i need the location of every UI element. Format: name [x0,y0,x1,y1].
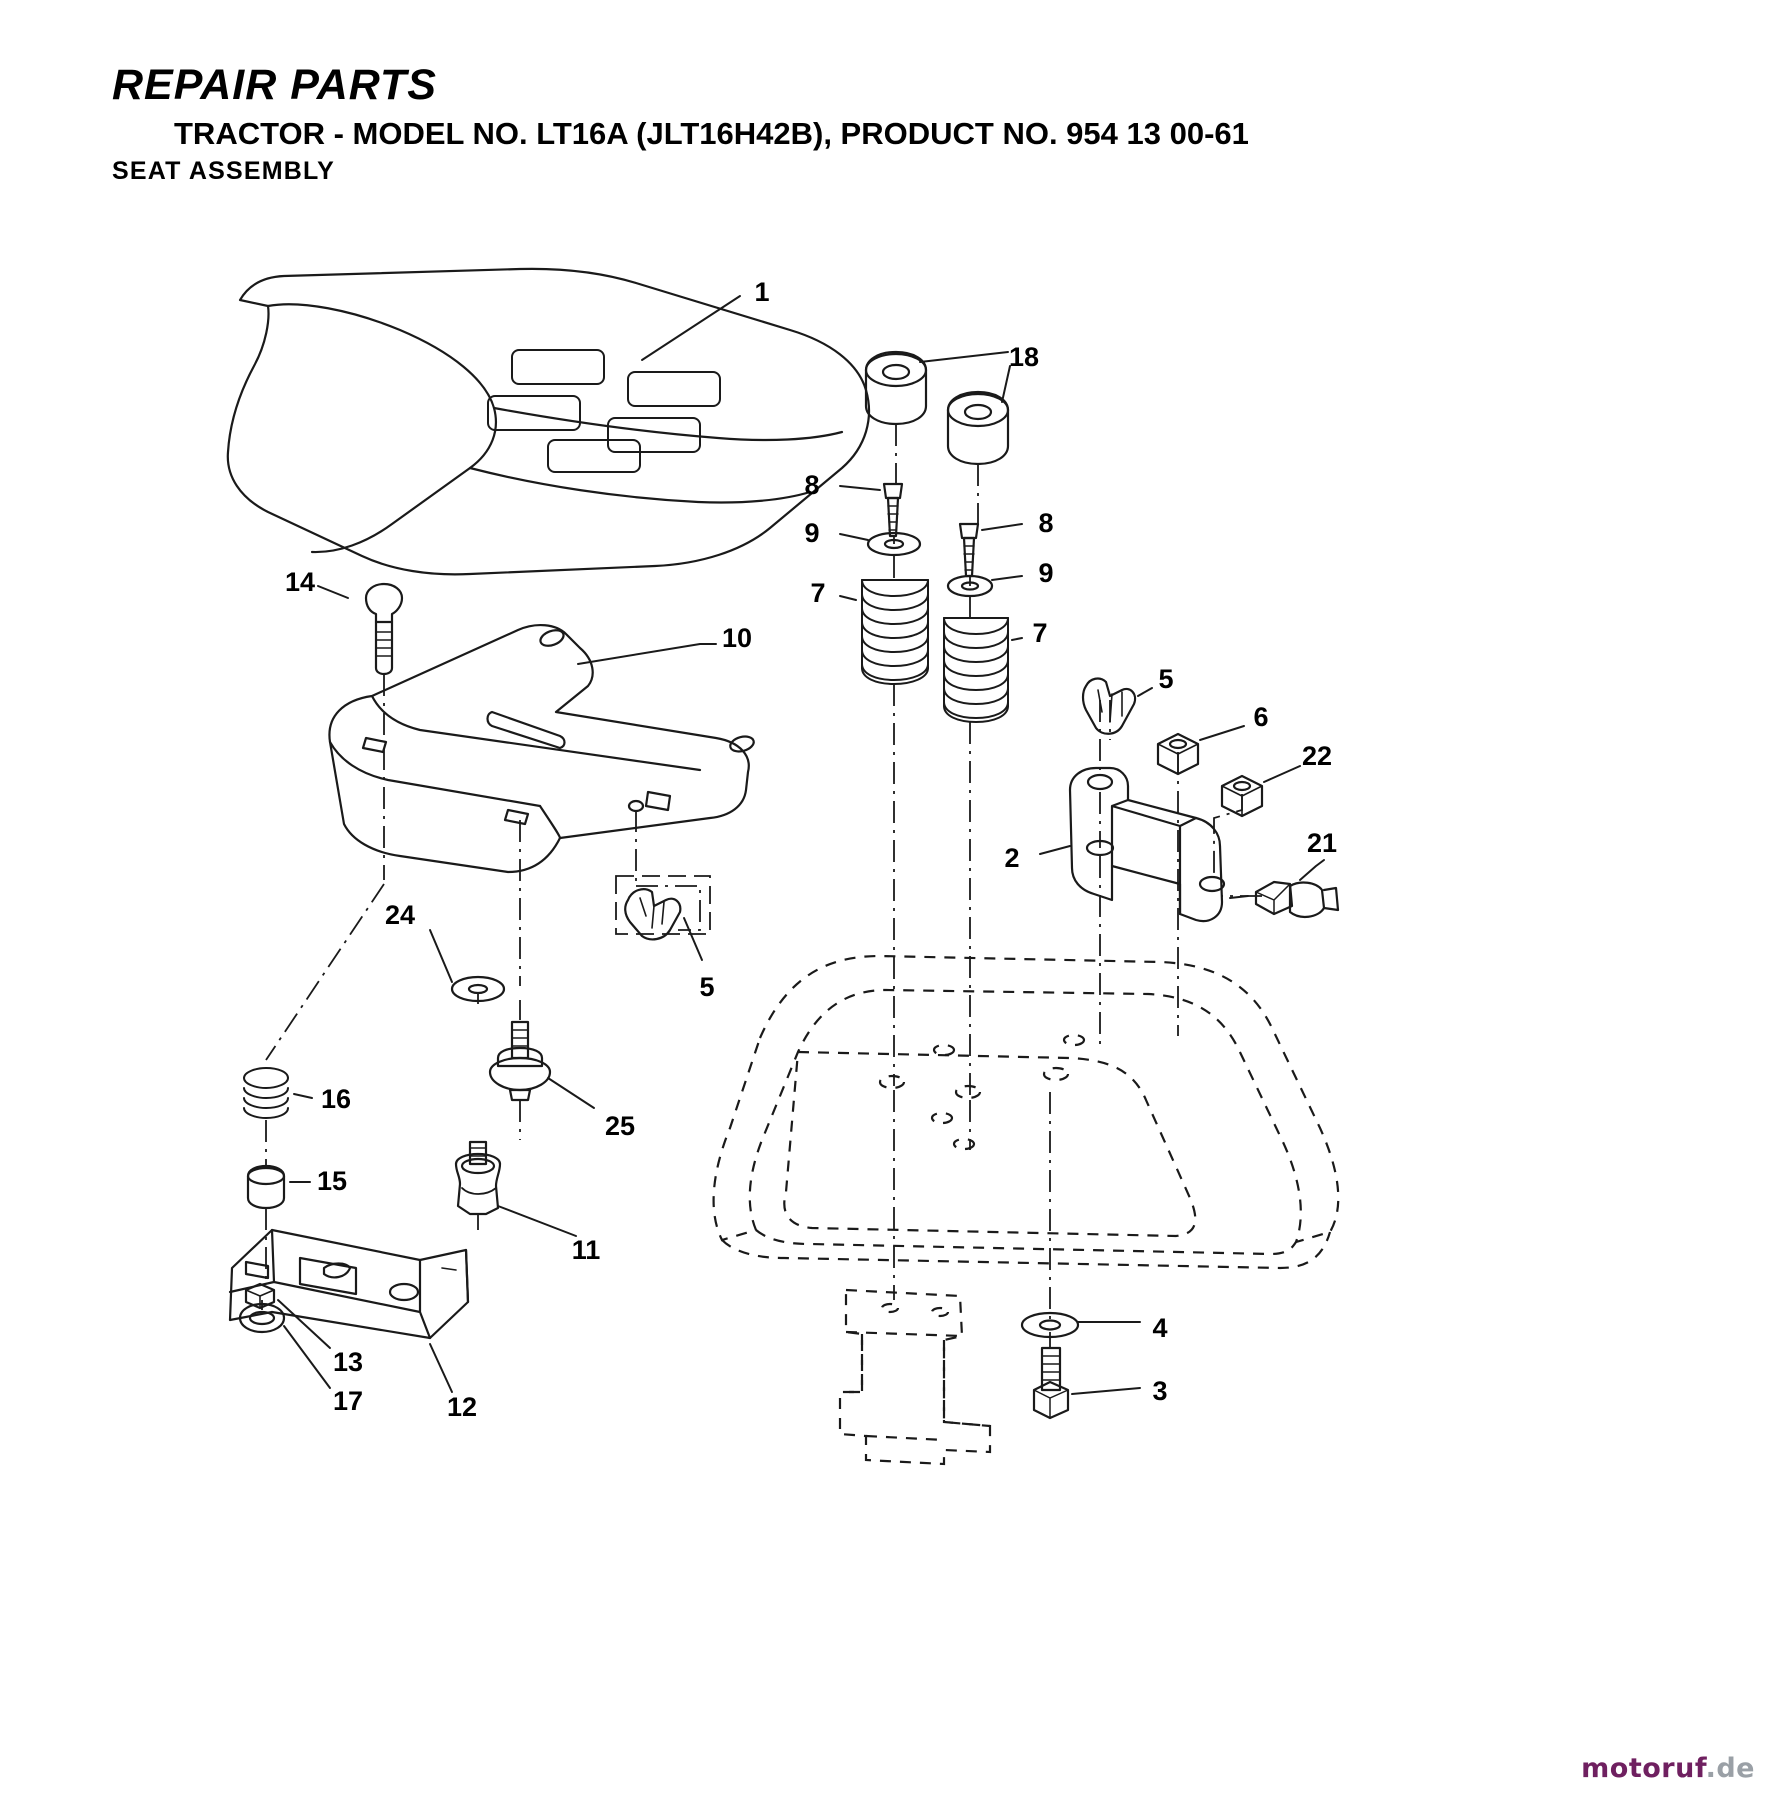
part-seat [228,269,869,575]
part-nut-22 [1222,766,1300,816]
callout-25: 25 [604,1111,636,1141]
part-bushing-18b [948,366,1010,464]
part-nut-13 [246,1284,330,1348]
watermark-name: motoruf [1581,1753,1706,1784]
callout-10: 10 [721,623,753,653]
callout-8-left: 8 [804,470,820,500]
callout-12: 12 [446,1392,478,1422]
callout-2: 2 [1004,843,1020,873]
part-washer-4 [1022,1313,1140,1337]
callout-22: 22 [1301,741,1333,771]
callout-9-right: 9 [1038,558,1054,588]
part-spring-7a [840,580,928,684]
callout-17: 17 [332,1386,364,1416]
callout-15: 15 [316,1166,348,1196]
part-washer-9a [840,533,920,555]
part-spring-7b [944,618,1022,722]
callout-4: 4 [1152,1313,1168,1343]
callout-24: 24 [384,900,416,930]
page-title: REPAIR PARTS [112,61,437,109]
callout-5-right: 5 [1158,664,1174,694]
callout-21: 21 [1306,828,1338,858]
part-seat-pan [329,625,755,872]
callout-18: 18 [1008,342,1040,372]
part-screw-21 [1230,860,1338,917]
part-bracket-2 [1040,768,1224,921]
part-bolt-8b [960,524,1022,576]
callout-7-left: 7 [810,578,826,608]
part-knob-11 [456,1142,576,1236]
part-bushing-18a [866,352,1008,424]
watermark-tld: .de [1705,1753,1755,1784]
callout-9-left: 9 [804,518,820,548]
callout-6: 6 [1253,702,1269,732]
callout-14: 14 [284,567,316,597]
callout-16: 16 [320,1084,352,1114]
part-bolt-assembly-25 [490,1022,594,1108]
callout-8-right: 8 [1038,508,1054,538]
callout-11: 11 [571,1235,601,1265]
model-line: TRACTOR - MODEL NO. LT16A (JLT16H42B), PRODUCT NO. 954 13 00-61 [174,116,1249,151]
callout-13: 13 [332,1347,364,1377]
part-washer-9b [948,576,1022,596]
fender-phantom-outline [714,956,1339,1464]
part-spacer-15 [248,1166,310,1208]
watermark [1581,1753,1755,1784]
part-clip-5-right [1083,679,1152,734]
callout-1: 1 [754,277,770,307]
callout-5-left: 5 [699,972,715,1002]
part-clip-5-left [625,889,702,960]
part-bolt-14 [318,584,402,674]
part-washer-24 [430,930,504,1001]
part-bolt-3 [1034,1348,1140,1418]
part-bolt-8a [840,484,902,536]
part-spring-16 [244,1068,312,1118]
callout-7-right: 7 [1032,618,1048,648]
section-title: SEAT ASSEMBLY [112,157,336,185]
callout-3: 3 [1152,1376,1168,1406]
part-nut-6 [1158,726,1244,774]
